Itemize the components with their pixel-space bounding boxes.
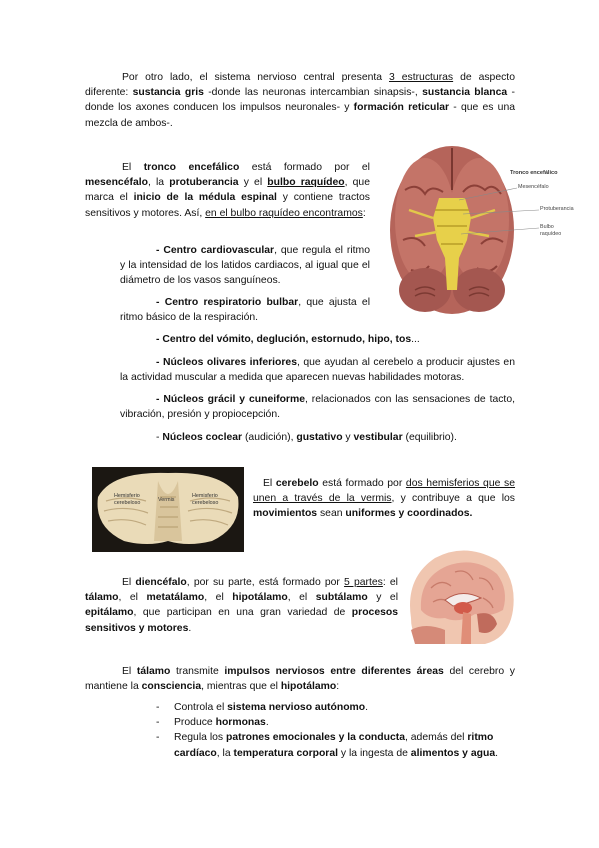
paragraph-brainstem <box>85 160 370 221</box>
bold-term: - Centro respiratorio bulbar <box>156 297 299 308</box>
text: , la <box>216 747 234 759</box>
text: : el <box>382 577 398 588</box>
text: , el <box>118 592 147 604</box>
list-item <box>156 700 516 715</box>
text: (equilibrio). <box>402 432 457 443</box>
underlined-text: 3 estructuras <box>389 72 454 83</box>
cerebellum-illustration <box>92 467 244 552</box>
bold-term: - Núcleos grácil y cuneiforme <box>156 394 305 405</box>
text: -donde las neuronas intercambian sinapsis-, <box>203 87 423 99</box>
bold-term: metatálamo <box>146 592 205 604</box>
bold-term: mesencéfalo <box>85 177 148 189</box>
bold-term: diencéfalo <box>135 577 187 588</box>
bold-term: tronco encefálico <box>143 162 240 173</box>
label-leader-lines <box>455 182 545 242</box>
text: ... <box>411 334 420 345</box>
text: , que ayudan al cerebelo a producir ajustes en la actividad muscular a medida que aparecen nuevas habilidades motoras. <box>120 357 515 384</box>
list-item <box>156 730 516 760</box>
paragraph-cns-structures <box>85 70 515 131</box>
text: : <box>336 681 340 693</box>
hypothalamus-list <box>156 700 516 761</box>
bold-term: patrones emocionales y la conducta <box>225 732 405 744</box>
text: está formado por el <box>239 162 370 173</box>
text: transmite <box>170 666 225 677</box>
text: El <box>122 577 136 588</box>
text: El <box>263 478 276 489</box>
bold-term: sustancia gris <box>132 87 204 99</box>
paragraph-diencephalon <box>85 575 398 636</box>
text: , y contribuye a que los <box>391 493 515 505</box>
text: , por su parte, está formado por <box>186 577 345 588</box>
list-item <box>156 715 516 730</box>
bold-term: formación reticular <box>353 102 450 114</box>
bold-term: inicio de la médula espinal <box>133 192 277 204</box>
paragraph-cerebellum <box>253 476 515 522</box>
text: . <box>365 702 369 713</box>
text: - que es una mezcla de ambos-. <box>85 102 515 129</box>
text: y el <box>238 177 268 189</box>
text: -donde los axones conducen los impulsos neuronales- y <box>85 87 515 114</box>
text: , el <box>204 592 233 604</box>
center-respiratory <box>120 295 370 325</box>
text: , además del <box>405 732 468 744</box>
label-hemisphere-right: Hemisferio cerebeloso <box>192 493 219 506</box>
bold-term: hipotálamo <box>232 592 288 604</box>
text: está formado por <box>318 478 406 489</box>
bold-term: uniformes y coordinados. <box>345 508 473 520</box>
figure-title: Tronco encefálico <box>510 170 558 176</box>
bold-term: subtálamo <box>315 592 368 604</box>
bold-term: epitálamo <box>85 607 134 619</box>
text: , que participan en una gran variedad de <box>133 607 352 619</box>
bold-term: protuberancia <box>169 177 239 189</box>
text: , que ajusta el ritmo básico de la respiración. <box>120 297 371 324</box>
text: El <box>122 162 144 173</box>
label-hemisphere-left: Hemisferio cerebeloso <box>114 493 141 506</box>
paragraph-thalamus <box>85 664 515 694</box>
center-cardiovascular <box>120 243 370 289</box>
label-protuberancia: Protuberancia <box>540 206 574 212</box>
sagittal-brain-illustration <box>405 548 517 646</box>
center-vomit <box>156 332 516 347</box>
underlined-text: 5 partes <box>344 577 383 588</box>
text: - <box>156 432 163 443</box>
bold-term: movimientos <box>253 508 318 520</box>
text: sean <box>317 508 346 520</box>
bold-term: temperatura corporal <box>233 747 339 759</box>
text: , el <box>287 592 316 604</box>
center-gracile <box>120 392 515 422</box>
text: . <box>495 747 498 759</box>
bold-term: procesos sensitivos y motores <box>85 607 398 634</box>
bold-term: gustativo <box>296 432 343 443</box>
text: , que marca el <box>85 177 370 204</box>
bold-term: - Núcleos olivares inferiores <box>156 357 297 368</box>
text: Regula los <box>174 732 226 744</box>
cerebellum-figure <box>92 467 244 552</box>
bold-term: hormonas <box>215 717 266 729</box>
text: y el <box>367 592 399 604</box>
text: (audición), <box>242 432 297 443</box>
label-vermis: Vermis <box>158 497 175 503</box>
bold-term: tálamo <box>136 666 171 677</box>
text: , la <box>147 177 170 189</box>
bold-term: cerebelo <box>275 478 319 489</box>
text: . <box>265 717 269 729</box>
center-cochlear <box>156 430 516 445</box>
bold-term: hipotálamo <box>280 681 337 693</box>
bold-term: sistema nervioso autónomo <box>227 702 366 713</box>
underlined-text: dos hemisferios que se unen a través de la vermis <box>253 478 515 505</box>
text: Controla el <box>174 702 228 713</box>
text: Produce <box>174 717 216 729</box>
text: de aspecto diferente: <box>85 72 515 99</box>
underlined-text: en el bulbo raquídeo encontramos <box>205 207 363 219</box>
text: Por otro lado, el sistema nervioso central presenta <box>122 72 389 83</box>
bold-term: consciencia <box>141 681 202 693</box>
text: , mientras que el <box>201 681 281 693</box>
text: , que regula el ritmo y la intensidad de los latidos cardiacos, al igual que el diámetro de los vasos sanguíneos. <box>120 245 370 287</box>
bold-term: vestibular <box>353 432 403 443</box>
text: y contiene tractos sensitivos y motores. Así, <box>85 192 371 219</box>
brain-sagittal-figure <box>405 548 517 646</box>
bold-term: impulsos nerviosos entre diferentes áreas <box>224 666 444 677</box>
label-bulbo: Bulbo raquídeo <box>540 224 562 237</box>
bold-term: sustancia blanca <box>422 87 508 99</box>
bold-term: tálamo <box>85 592 119 604</box>
brainstem-figure <box>385 140 575 320</box>
center-olivary <box>120 355 515 385</box>
text: : <box>362 207 366 219</box>
bold-term: alimentos y agua <box>410 747 496 759</box>
text: . <box>188 622 192 634</box>
bold-term: Núcleos coclear <box>162 432 243 443</box>
text: El <box>122 666 137 677</box>
bold-term: bulbo raquídeo <box>267 177 345 189</box>
text: y <box>342 432 354 443</box>
text: , relacionados con las sensaciones de tacto, vibración, presión y propiocepción. <box>120 394 515 421</box>
text: y la ingesta de <box>338 747 411 759</box>
bold-term: - Centro cardiovascular <box>156 245 275 256</box>
bold-term: - Centro del vómito, deglución, estornudo, hipo, tos <box>156 334 412 345</box>
label-mesencefalo: Mesencéfalo <box>518 184 549 190</box>
bold-term: ritmo cardíaco <box>174 732 494 759</box>
text: del cerebro y mantiene la <box>85 666 515 693</box>
